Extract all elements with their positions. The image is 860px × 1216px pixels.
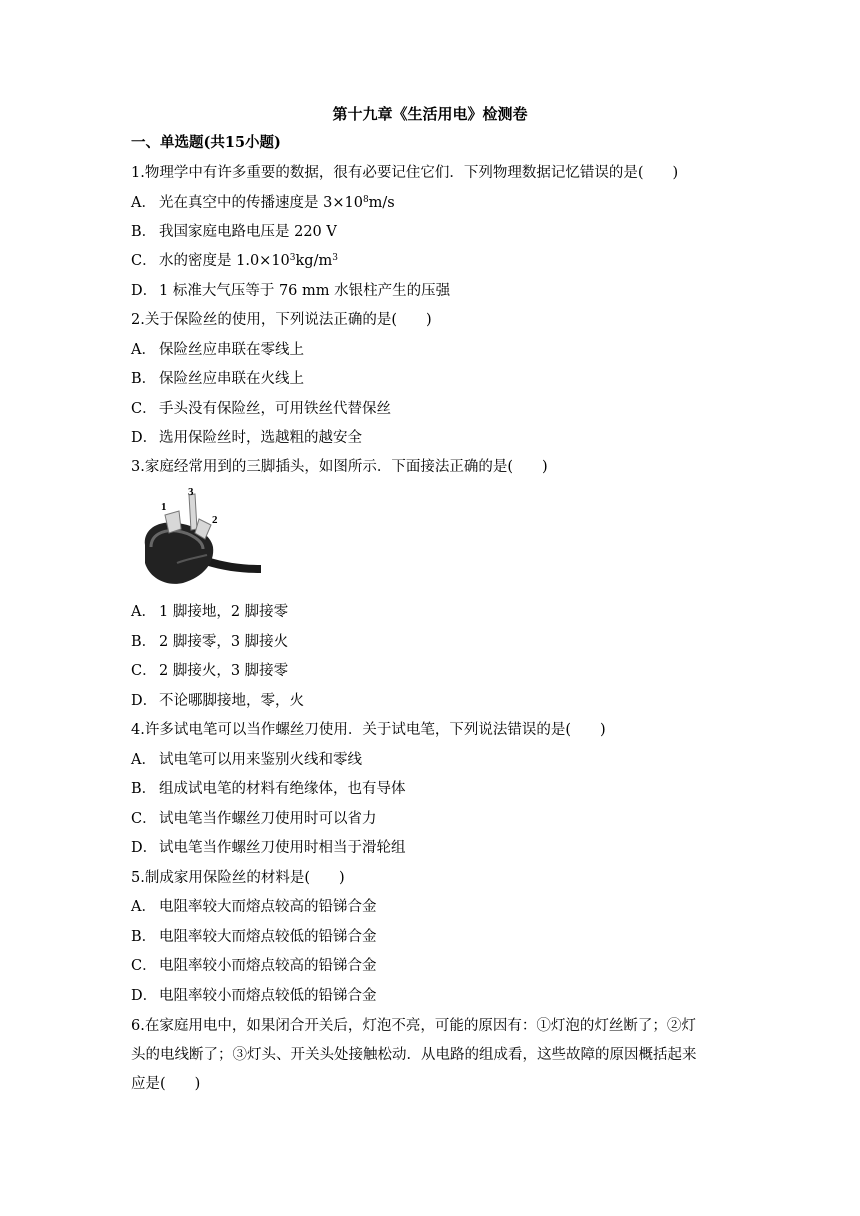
question-2-option-d <box>131 427 362 449</box>
question-1-stem: 1.物理学中有许多重要的数据，很有必要记住它们．下列物理数据记忆错误的是( ) <box>131 165 679 181</box>
option-text: 手头没有保险丝，可用铁丝代替保丝 <box>159 401 391 417</box>
pin-label-2: 2 <box>212 514 218 526</box>
option-text: 不论哪脚接地，零，火 <box>159 693 304 709</box>
option-letter: D． <box>131 988 158 1004</box>
question-6-stem-line-2: 头的电线断了；③灯头、开关头处接触松动．从电路的组成看，这些故障的原因概括起来 <box>131 1047 697 1063</box>
option-letter: A． <box>131 342 156 358</box>
option-text: 试电笔可以用来鉴别火线和零线 <box>159 752 362 768</box>
option-text: 2 脚接火，3 脚接零 <box>159 663 289 679</box>
question-1-option-a <box>131 192 395 214</box>
option-letter: D． <box>131 430 158 446</box>
option-text: 保险丝应串联在零线上 <box>159 342 304 358</box>
question-3-option-c <box>131 660 288 682</box>
question-3-option-d <box>131 690 304 712</box>
question-5-option-c <box>131 955 377 977</box>
option-letter: B． <box>131 781 157 797</box>
option-text: 试电笔当作螺丝刀使用时相当于滑轮组 <box>159 840 406 856</box>
question-5-option-a <box>131 896 377 918</box>
pin-label-3: 3 <box>188 486 194 498</box>
option-letter: C． <box>131 958 157 974</box>
three-pin-plug-image <box>137 485 261 588</box>
exponent: 3 <box>332 253 338 263</box>
option-letter: A． <box>131 195 156 211</box>
question-1-option-d <box>131 280 450 302</box>
option-letter: B． <box>131 634 157 650</box>
question-3-option-a <box>131 601 288 623</box>
question-4-option-a <box>131 749 362 771</box>
question-4-option-b <box>131 778 406 800</box>
section-heading: 一、单选题(共15小题) <box>131 134 281 151</box>
option-letter: C． <box>131 811 157 827</box>
question-3-stem: 3.家庭经常用到的三脚插头，如图所示．下面接法正确的是( ) <box>131 459 548 475</box>
option-text: 光在真空中的传播速度是 3×10 <box>159 195 363 211</box>
option-letter: A． <box>131 899 156 915</box>
exponent: 8 <box>362 195 369 205</box>
unit: m/s <box>368 195 395 211</box>
option-text: 组成试电笔的材料有绝缘体，也有导体 <box>159 781 406 797</box>
option-text: 2 脚接零，3 脚接火 <box>159 634 289 650</box>
option-text: 选用保险丝时，选越粗的越安全 <box>159 430 362 446</box>
question-4-option-c <box>131 808 377 830</box>
option-letter: C． <box>131 663 157 679</box>
question-2-option-a <box>131 339 304 361</box>
question-2-option-c <box>131 398 391 420</box>
option-text: 1 标准大气压等于 76 mm 水银柱产生的压强 <box>159 283 451 299</box>
question-5-option-b <box>131 926 377 948</box>
question-2-stem: 2.关于保险丝的使用，下列说法正确的是( ) <box>131 312 432 328</box>
question-3-option-b <box>131 631 288 653</box>
exponent: 3 <box>289 253 296 263</box>
document-title: 第十九章《生活用电》检测卷 <box>332 105 528 123</box>
option-text: 电阻率较大而熔点较高的铅锑合金 <box>159 899 377 915</box>
question-4-stem: 4.许多试电笔可以当作螺丝刀使用．关于试电笔，下列说法错误的是( ) <box>131 722 606 738</box>
option-letter: A． <box>131 604 156 620</box>
plug-pin-3 <box>189 494 197 530</box>
unit: kg/m <box>295 253 333 269</box>
question-2-option-b <box>131 368 304 390</box>
option-letter: B． <box>131 929 157 945</box>
option-text: 我国家庭电路电压是 220 V <box>159 224 337 240</box>
question-1-option-c <box>131 250 338 272</box>
option-letter: B． <box>131 371 157 387</box>
question-5-stem: 5.制成家用保险丝的材料是( ) <box>131 870 345 886</box>
option-letter: D． <box>131 693 158 709</box>
option-text: 试电笔当作螺丝刀使用时可以省力 <box>159 811 377 827</box>
question-5-option-d <box>131 985 377 1007</box>
option-text: 电阻率较大而熔点较低的铅锑合金 <box>159 929 377 945</box>
option-text: 保险丝应串联在火线上 <box>159 371 304 387</box>
option-letter: C． <box>131 401 157 417</box>
question-6-stem-line-3: 应是( ) <box>131 1076 201 1092</box>
question-1-option-b <box>131 221 337 243</box>
pin-label-1: 1 <box>161 501 167 513</box>
option-letter: C． <box>131 253 157 269</box>
option-letter: D． <box>131 283 158 299</box>
option-text: 电阻率较小而熔点较高的铅锑合金 <box>159 958 377 974</box>
option-text: 电阻率较小而熔点较低的铅锑合金 <box>159 988 377 1004</box>
option-letter: B． <box>131 224 157 240</box>
option-text: 1 脚接地，2 脚接零 <box>159 604 289 620</box>
question-4-option-d <box>131 837 406 859</box>
option-text: 水的密度是 1.0×10 <box>159 253 290 269</box>
option-letter: A． <box>131 752 156 768</box>
plug-cord <box>205 557 261 573</box>
question-6-stem-line-1: 6.在家庭用电中，如果闭合开关后，灯泡不亮，可能的原因有：①灯泡的灯丝断了；②灯 <box>131 1018 696 1034</box>
option-letter: D． <box>131 840 158 856</box>
